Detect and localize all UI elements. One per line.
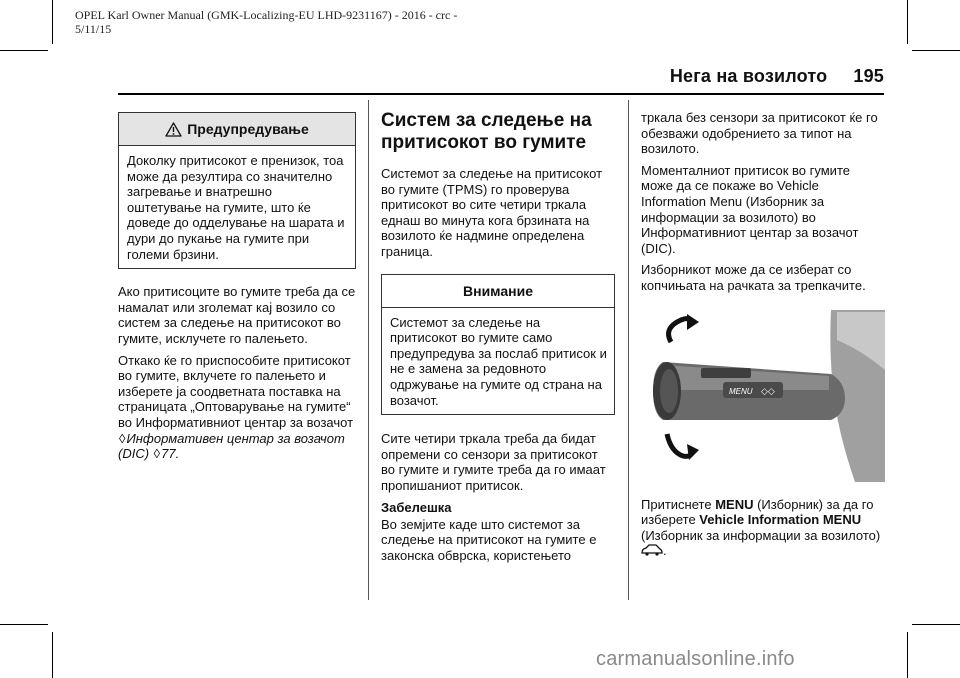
paragraph: Изборникот може да се изберат со копчињата на рачката за трепкачите. <box>641 262 866 293</box>
caution-box-title: Внимание <box>463 282 533 299</box>
menu-term: MENU <box>715 496 754 512</box>
column-3 <box>641 110 885 565</box>
vehicle-information-menu-term: Vehicle Information MENU <box>699 512 862 528</box>
cross-reference-link[interactable]: Информативен центар за возачот (DIC) <box>118 430 345 462</box>
column-2 <box>381 110 615 569</box>
crop-mark <box>0 50 48 51</box>
watermark: carmanualsonline.info <box>596 648 795 670</box>
crop-mark <box>907 632 908 678</box>
paragraph <box>118 353 356 462</box>
crop-mark <box>52 0 53 44</box>
section-heading: Систем за следење на притисокот во гумите <box>381 110 592 153</box>
running-head <box>670 66 884 87</box>
car-icon <box>641 544 663 556</box>
page-number: 195 <box>853 66 884 86</box>
paragraph: Сите четири тркала треба да бидат опремени со сензори за притисокот во гумите и гумите треба да го имаат пропишаниот притисок. <box>381 431 606 493</box>
crop-mark <box>0 624 48 625</box>
column-1 <box>118 112 356 468</box>
paragraph-text: (Изборник) за да го изберете <box>641 496 874 528</box>
instruction-paragraph <box>641 497 885 559</box>
paragraph: Ако притисоците во гумите треба да се намалат или зголемат кај возило со систем за следење на притисокот во гумите, исклучете го палењето. <box>118 284 356 346</box>
crop-mark <box>912 50 960 51</box>
meta-line-1: OPEL Karl Owner Manual (GMK-Localizing-EU LHD-9231167) - 2016 - crc - <box>75 8 458 22</box>
paragraph: тркала без сензори за притисокот ќе го обезважи одобрението за типот на возилото. <box>641 110 878 157</box>
caution-box <box>381 274 615 416</box>
paragraph-text: Откако ќе го приспособите притисокот во гумите, вклучете го палењето и изберете ја соодветната поставка на страницата „Оптоварување на гумите“ во Информативниот центар за возачот <box>118 352 354 430</box>
meta-line-2: 5/11/15 <box>75 22 112 36</box>
paragraph-text: . <box>663 543 667 559</box>
document-meta <box>75 8 457 36</box>
column-divider <box>368 100 369 600</box>
header-rule <box>118 93 884 95</box>
paragraph-text: Притиснете <box>641 496 716 512</box>
crop-mark <box>907 0 908 44</box>
column-divider <box>628 100 629 600</box>
note-heading: Забелешка <box>381 499 452 515</box>
warning-box-body: Доколку притисокот е пренизок, тоа може да резултира со значително загревање и внатрешно оштетување на гумите, што ќе доведе до одделување на шарата и дури до пукање на гумите при големи брзини. <box>127 153 345 262</box>
section-title: Нега на возилото <box>669 66 828 86</box>
warning-box-title: Предупредување <box>187 121 309 137</box>
cross-reference-page[interactable]: 77. <box>161 446 180 462</box>
crop-mark <box>52 632 53 678</box>
menu-button-label: MENU <box>729 386 753 396</box>
warning-triangle-icon <box>165 122 182 137</box>
cross-reference-arrow-icon: ◊ <box>119 430 126 446</box>
crop-mark <box>912 624 960 625</box>
caution-box-header <box>382 275 614 308</box>
page-arrow-icon: ◊ <box>153 446 161 462</box>
warning-box-header <box>119 113 355 146</box>
svg-text:◇◇: ◇◇ <box>761 386 775 397</box>
turn-signal-lever-diagram <box>641 310 885 482</box>
warning-box <box>118 112 356 269</box>
caution-box-body: Системот за следење на притисокот во гумите само предупредува за послаб притисок и не е замена за редовното одржување на гумите од страна на возачот. <box>390 314 607 408</box>
note-body: Во земјите каде што системот за следење на притисокот на гумите е законска обврска, користењето <box>381 516 597 563</box>
paragraph: Системот за следење на притисокот во гумите (TPMS) го проверува притисокот во сите четири тркала еднаш во минута кога брзината на возилото ќе надмине определена граница. <box>381 166 603 259</box>
paragraph: Моменталниот притисок во гумите може да се покаже во Vehicle Information Menu (Изборник за информации за возилото) во Информативниот центар за возачот (DIC). <box>641 162 859 256</box>
paragraph-text: (Изборник за информации за возилото) <box>641 527 881 543</box>
